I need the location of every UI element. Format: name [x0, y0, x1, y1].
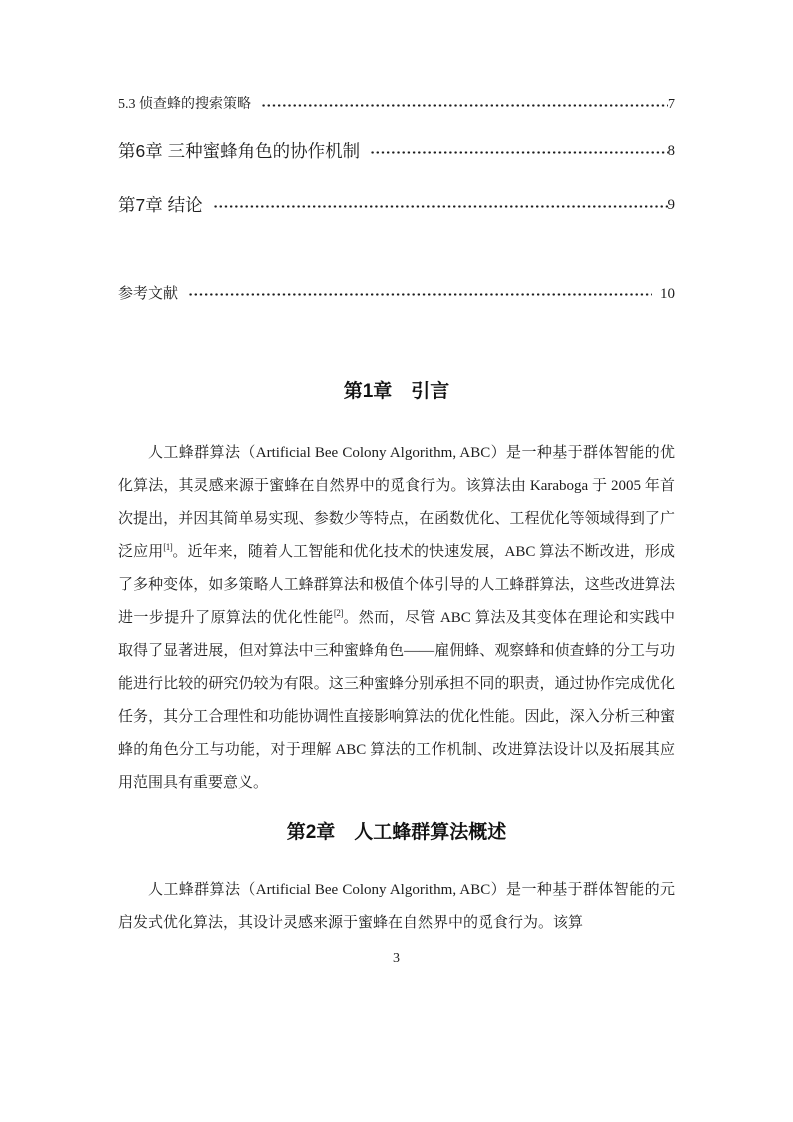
- chapter-2-paragraph: 人工蜂群算法（Artificial Bee Colony Algorithm, ABC）是一种基于群体智能的元启发式优化算法，其设计灵感来源于蜜蜂在自然界中的觅食行为。该算: [118, 882, 675, 931]
- toc-entry-references[interactable]: [118, 283, 675, 306]
- toc-entry-page-number: 10: [660, 286, 675, 302]
- toc-entry-page-number: 9: [667, 197, 675, 213]
- toc-entry-label: 参考文献: [118, 286, 179, 302]
- page-number: 3: [393, 951, 400, 966]
- chapter-2-heading: 第2章 人工蜂群算法概述: [286, 822, 507, 843]
- dot-leader: [370, 143, 667, 161]
- toc-entry-page-number: 8: [667, 143, 675, 159]
- citation-2: [2]: [333, 608, 343, 618]
- dot-leader: [261, 98, 668, 112]
- dot-leader: [188, 287, 652, 302]
- chapter-1-paragraph: [118, 437, 675, 800]
- paragraph-text: 。然而，尽管 ABC 算法及其变体在理论和实践中取得了显著进展，但对算法中三种蜜蜂角色——雇佣蜂、观察蜂和侦查蜂的分工与功能进行比较的研究仍较为有限。这三种蜜蜂分别承担不同的职责，通过协作完成优化任务，其分工合理性和功能协调性直接影响算法的优化性能。因此，深入分析三种蜜蜂的角色分工与功能，对于理解 ABC 算法的工作机制、改进算法设计以及拓展其应用范围具有重要意义。: [118, 610, 675, 791]
- toc-entry-label: 第7章 结论: [118, 195, 203, 215]
- dot-leader: [213, 197, 668, 215]
- toc-entry-chapter-6[interactable]: [118, 138, 675, 165]
- toc-entry-chapter-7[interactable]: [118, 192, 675, 219]
- paragraph-text: 人工蜂群算法（Artificial Bee Colony Algorithm, ABC）是一种基于群体智能的优化算法，其灵感来源于蜜蜂在自然界中的觅食行为。该算法由 Karaboga 于 2005 年首次提出，并因其简单易实现、参数少等特点，在函数优化、工程优化等领域得到了广泛应用: [118, 445, 675, 560]
- toc-entry-label: 第6章 三种蜜蜂角色的协作机制: [118, 141, 361, 161]
- chapter-1-heading: 第1章 引言: [343, 381, 450, 402]
- paragraph-text: 。近年来，随着人工智能和优化技术的快速发展，ABC 算法不断改进，形成了多种变体，如多策略人工蜂群算法和极值个体引导的人工蜂群算法，这些改进算法进一步提升了原算法的优化性能: [118, 544, 675, 626]
- toc-entry-5-3[interactable]: [118, 94, 675, 116]
- citation-1: [1]: [163, 542, 173, 552]
- toc-entry-label: 5.3 侦查蜂的搜索策略: [118, 97, 251, 112]
- table-of-contents: [118, 94, 675, 306]
- toc-entry-page-number: 7: [668, 97, 675, 112]
